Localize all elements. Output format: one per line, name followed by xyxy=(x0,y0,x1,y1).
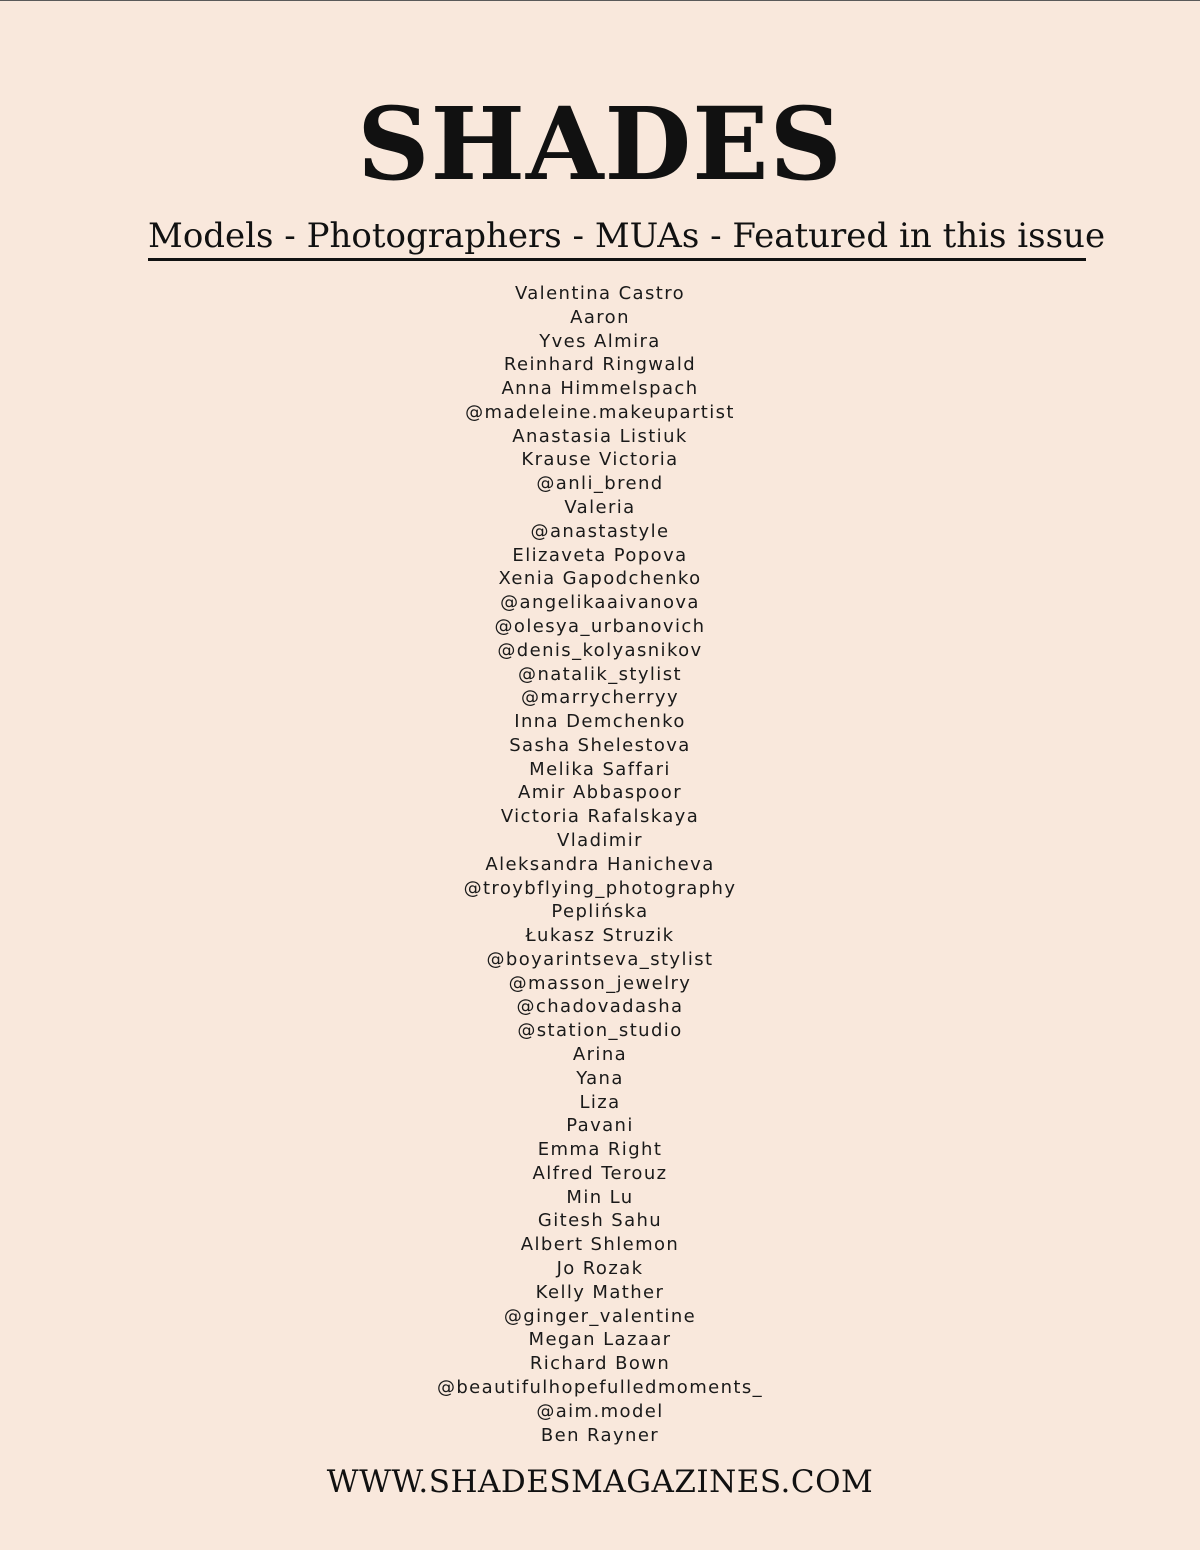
credit-name: Megan Lazaar xyxy=(528,1329,672,1351)
credit-name: Łukasz Struzik xyxy=(525,925,675,947)
credit-name: Inna Demchenko xyxy=(514,711,686,733)
credit-name: @chadovadasha xyxy=(516,996,684,1018)
top-border-line xyxy=(0,0,1200,1)
credit-name: @troybflying_photography xyxy=(463,877,737,899)
credit-name: Gitesh Sahu xyxy=(537,1210,663,1232)
subtitle-text: Models - Photographers - MUAs - Featured in this issue xyxy=(148,216,1106,256)
credit-name: Vladimir xyxy=(557,829,643,851)
credit-name: Aleksandra Hanicheva xyxy=(485,853,715,875)
credit-name: Alfred Terouz xyxy=(532,1162,668,1184)
credit-name: Jo Rozak xyxy=(556,1258,644,1280)
subtitle-underlined-heading xyxy=(148,214,1106,261)
credit-name: @madeleine.makeupartist xyxy=(465,401,735,423)
credit-name: Reinhard Ringwald xyxy=(503,354,697,376)
credit-name: @olesya_urbanovich xyxy=(494,615,706,637)
credit-name: @angelikaaivanova xyxy=(500,592,700,614)
credit-name: Aaron xyxy=(570,306,630,328)
credit-name: @beautifulhopefulledmoments_ xyxy=(436,1376,764,1398)
credit-name: Valeria xyxy=(564,497,636,519)
credit-name: Valentina Castro xyxy=(514,283,686,304)
credit-name: @boyarintseva_stylist xyxy=(486,948,714,970)
credit-name: @anli_brend xyxy=(536,473,664,495)
credit-name: Min Lu xyxy=(566,1186,634,1208)
credit-name: @marrycherryy xyxy=(520,687,680,709)
credit-name: Victoria Rafalskaya xyxy=(500,806,700,828)
credit-name: Arina xyxy=(572,1044,628,1065)
credit-name: Krause Victoria xyxy=(521,449,679,471)
credit-name: @natalik_stylist xyxy=(518,663,682,685)
credit-name: Ben Rayner xyxy=(540,1424,660,1446)
website-url: WWW.SHADESMAGAZINES.COM xyxy=(326,1464,874,1500)
credit-name: @ginger_valentine xyxy=(503,1305,697,1327)
credit-name: Liza xyxy=(579,1091,621,1113)
credit-name: @masson_jewelry xyxy=(508,972,692,994)
credit-name: Albert Shlemon xyxy=(520,1234,680,1256)
credit-name: Melika Saffari xyxy=(529,758,671,780)
magazine-title: SHADES xyxy=(357,85,843,203)
credit-name: @denis_kolyasnikov xyxy=(497,639,703,661)
credit-name: Yana xyxy=(576,1067,624,1089)
credit-name: Pavani xyxy=(566,1115,634,1137)
credit-name: @aim.model xyxy=(536,1400,664,1422)
credit-name: Sasha Shelestova xyxy=(509,734,691,756)
credit-name: Emma Right xyxy=(537,1139,663,1161)
credit-name: Elizaveta Popova xyxy=(512,544,688,566)
credit-name: Peplińska xyxy=(551,901,649,923)
credit-name: Yves Almira xyxy=(539,330,661,352)
credit-name: Xenia Gapodchenko xyxy=(498,568,702,590)
credit-name: @anastastyle xyxy=(530,520,670,542)
credit-name: @station_studio xyxy=(517,1020,683,1042)
credit-name: Amir Abbaspoor xyxy=(518,782,682,804)
credit-name: Anna Himmelspach xyxy=(501,378,699,400)
credit-name: Richard Bown xyxy=(529,1353,671,1375)
credit-name: Kelly Mather xyxy=(535,1281,665,1303)
credits-list xyxy=(0,282,1200,1447)
credit-name: Anastasia Listiuk xyxy=(512,425,688,447)
